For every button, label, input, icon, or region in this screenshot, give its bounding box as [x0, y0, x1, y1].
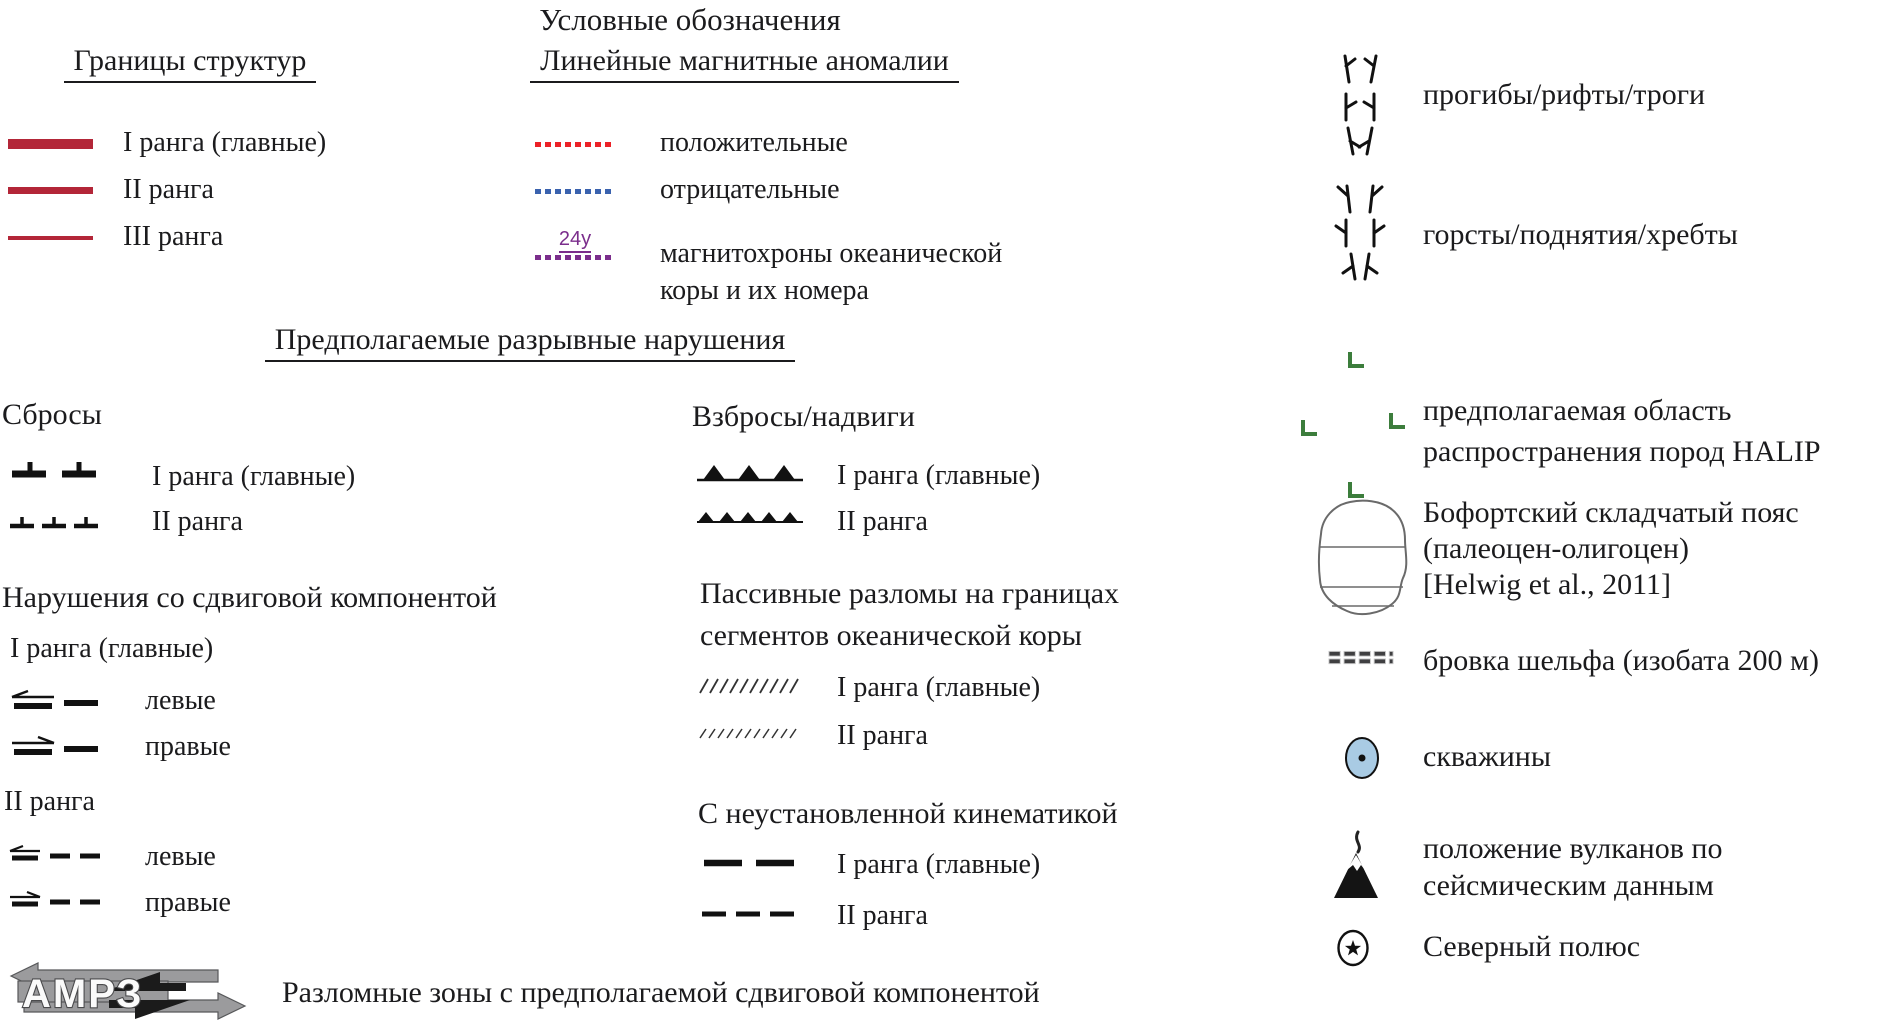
troughs-rifts-label: прогибы/рифты/троги	[1423, 78, 1706, 111]
beaufort-label-line1: Бофортский складчатый пояс	[1423, 496, 1799, 529]
strike-slip-rank1-left-icon	[4, 688, 102, 712]
halip-corner-icon	[1387, 411, 1407, 431]
magnetic-anomalies-header	[502, 44, 987, 83]
legend-title: Условные обозначения	[539, 2, 841, 37]
reverse-fault-rank2-label: II ранга	[837, 506, 928, 537]
horsts-uplifts-label: горсты/поднятия/хребты	[1423, 218, 1738, 251]
strike-slip-rank2-right-label: правые	[145, 887, 231, 918]
strike-slip-rank2-header: II ранга	[4, 786, 95, 817]
wells-label: скважины	[1423, 740, 1551, 773]
halip-corner-icon	[1346, 350, 1366, 370]
well-icon	[1342, 735, 1382, 781]
magnetic-anomalies-header-text: Линейные магнитные аномалии	[530, 44, 959, 83]
fault-zone-logo-text: АМРЗ	[22, 972, 144, 1016]
reverse-faults-header: Взбросы/надвиги	[692, 400, 915, 433]
passive-fault-rank2-label: II ранга	[837, 720, 928, 751]
magnetochron-dash-icon	[535, 255, 615, 260]
normal-fault-rank1-icon	[6, 458, 106, 480]
strike-slip-rank1-header: I ранга (главные)	[10, 633, 214, 664]
strike-slip-rank1-right-label: правые	[145, 731, 231, 762]
magnetochron-number-text: 24y	[559, 228, 591, 253]
boundary-rank2-line-icon	[8, 187, 93, 194]
normal-faults-header: Сбросы	[2, 398, 102, 431]
normal-fault-rank2-label: II ранга	[152, 506, 243, 537]
positive-anomaly-label: положительные	[660, 127, 848, 158]
strike-slip-rank2-left-label: левые	[145, 841, 216, 872]
structure-boundaries-header-text: Границы структур	[64, 44, 317, 83]
reverse-fault-rank1-label: I ранга (главные)	[837, 460, 1041, 491]
reverse-fault-rank1-icon	[694, 461, 806, 483]
strike-slip-header: Нарушения со сдвиговой компонентой	[2, 581, 497, 614]
beaufort-fold-belt-icon	[1306, 492, 1414, 622]
strike-slip-rank2-left-icon	[4, 843, 102, 865]
halip-label-line1: предполагаемая область	[1423, 394, 1732, 427]
horsts-uplifts-icon	[1330, 180, 1390, 288]
magnetochron-label-line2: коры и их номера	[660, 275, 869, 306]
strike-slip-rank2-right-icon	[4, 889, 102, 911]
boundary-rank2-label: II ранга	[123, 174, 214, 205]
north-pole-icon	[1334, 928, 1372, 968]
positive-anomaly-dash-icon	[535, 142, 611, 147]
beaufort-label-line2: (палеоцен-олигоцен)	[1423, 532, 1689, 565]
halip-label-line2: распространения пород HALIP	[1423, 435, 1821, 468]
boundary-rank1-line-icon	[8, 139, 93, 149]
unknown-kinematics-rank1-icon	[698, 858, 798, 868]
beaufort-label-line3: [Helwig et al., 2011]	[1423, 568, 1671, 601]
unknown-kinematics-rank2-icon	[698, 910, 798, 918]
passive-faults-header-line1: Пассивные разломы на границах	[700, 577, 1120, 610]
shelf-edge-label: бровка шельфа (изобата 200 м)	[1423, 644, 1819, 677]
fault-zone-arrows-icon	[2, 960, 254, 1022]
reverse-fault-rank2-icon	[694, 509, 806, 524]
shelf-edge-icon	[1328, 650, 1394, 666]
troughs-rifts-icon	[1332, 50, 1388, 158]
passive-fault-rank2-icon	[696, 727, 800, 740]
structure-boundaries-header	[30, 44, 350, 83]
fault-section-header-text: Предполагаемые разрывные нарушения	[265, 323, 796, 362]
normal-fault-rank2-icon	[6, 512, 106, 530]
negative-anomaly-dash-icon	[535, 189, 611, 194]
volcano-icon	[1330, 828, 1382, 902]
unknown-kinematics-rank1-label: I ранга (главные)	[837, 849, 1041, 880]
normal-fault-rank1-label: I ранга (главные)	[152, 461, 356, 492]
fault-zones-label: Разломные зоны с предполагаемой сдвиговой компонентой	[282, 976, 1040, 1009]
boundary-rank3-line-icon	[8, 236, 93, 240]
passive-fault-rank1-icon	[696, 676, 800, 696]
strike-slip-rank1-left-label: левые	[145, 685, 216, 716]
negative-anomaly-label: отрицательные	[660, 174, 840, 205]
halip-corner-icon	[1299, 418, 1319, 438]
magnetochron-number	[535, 229, 615, 250]
north-pole-label: Северный полюс	[1423, 930, 1641, 963]
boundary-rank1-label: I ранга (главные)	[123, 127, 327, 158]
fault-section-header	[200, 323, 860, 362]
boundary-rank3-label: III ранга	[123, 221, 224, 252]
strike-slip-rank1-right-icon	[4, 734, 102, 758]
magnetochron-label-line1: магнитохроны океанической	[660, 238, 1003, 269]
passive-faults-header-line2: сегментов океанической коры	[700, 619, 1082, 652]
unknown-kinematics-header: С неустановленной кинематикой	[698, 797, 1118, 830]
volcanoes-label-line1: положение вулканов по	[1423, 832, 1723, 865]
volcanoes-label-line2: сейсмическим данным	[1423, 869, 1714, 902]
unknown-kinematics-rank2-label: II ранга	[837, 900, 928, 931]
passive-fault-rank1-label: I ранга (главные)	[837, 672, 1041, 703]
